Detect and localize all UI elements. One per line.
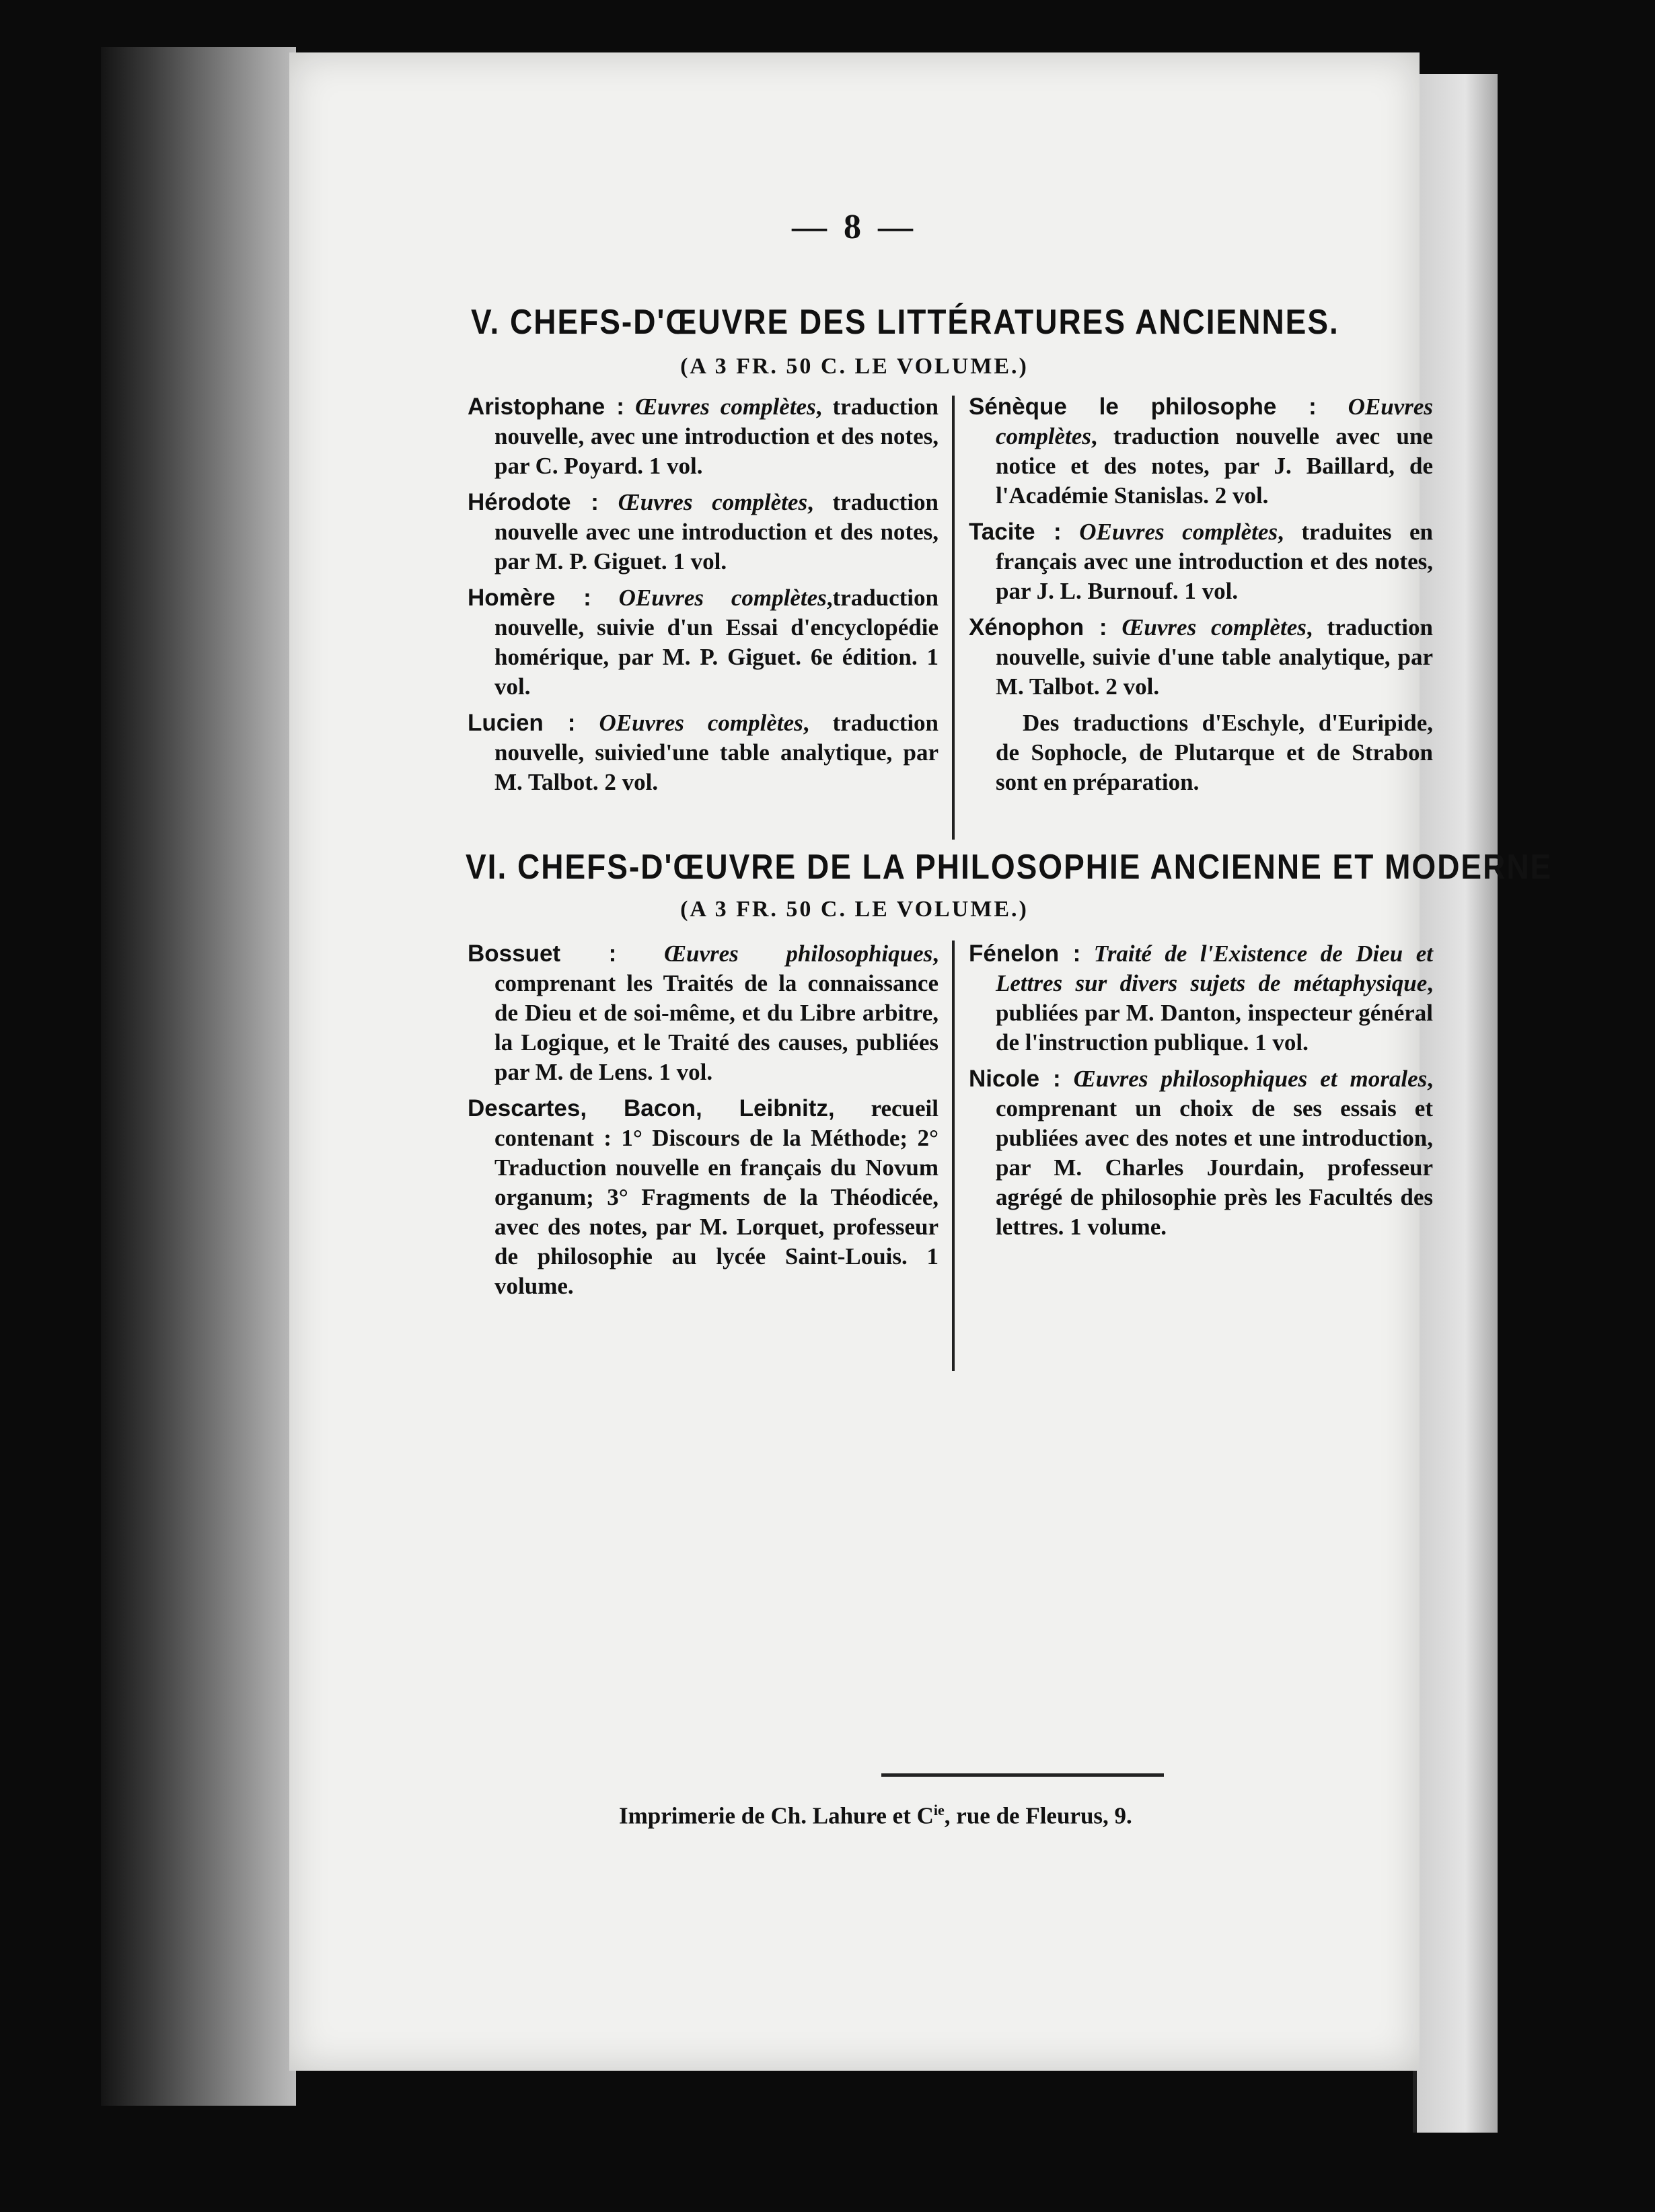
work-title: Œuvres philosophiques et morales	[1073, 1066, 1428, 1092]
author-name: Bossuet :	[468, 941, 617, 967]
section-5-title: V. CHEFS-D'ŒUVRE DES LITTÉRATURES ANCIENNES.	[471, 302, 1339, 342]
author-name: Homère :	[468, 585, 591, 611]
entry-description: , traduction nouvelle, suivie d'une table analytique, par M. Talbot. 2 vol.	[996, 614, 1433, 700]
author-name: Fénelon :	[969, 941, 1081, 967]
entry-description: , traduction nouvelle, suivied'une table analytique, par M. Talbot. 2 vol.	[494, 710, 939, 795]
author-name: Hérodote :	[468, 489, 599, 515]
entry-description: , traduction nouvelle avec une introduction et des notes, par M. P. Giguet. 1 vol.	[494, 489, 939, 575]
section-6-title: VI. CHEFS-D'ŒUVRE DE LA PHILOSOPHIE ANCIENNE ET MODERNE	[466, 847, 1553, 887]
author-name: Sénèque le philosophe :	[969, 394, 1317, 420]
catalog-entry	[468, 392, 939, 481]
catalog-entry	[468, 939, 939, 1087]
catalog-entry	[468, 708, 939, 797]
author-name: Xénophon :	[969, 614, 1107, 640]
catalog-entry	[468, 583, 939, 702]
entry-description: , traduction nouvelle, avec une introduction et des notes, par C. Poyard. 1 vol.	[494, 394, 939, 479]
entry-description: , comprenant un choix de ses essais et publiées avec des notes et une introduction, par M. Charles Jourdain, professeur agrégé de philosophie près les Facultés des lettres. 1 volume.	[996, 1066, 1434, 1240]
book-page	[289, 52, 1553, 2071]
book-binding-edge	[101, 47, 296, 2106]
author-name: Aristophane :	[468, 394, 624, 420]
catalog-entry	[969, 392, 1433, 511]
catalog-entry	[468, 488, 939, 577]
work-title: Œuvres complètes	[1121, 614, 1307, 640]
work-title: Œuvres complètes	[634, 394, 816, 420]
work-title: Œuvres complètes	[618, 489, 808, 515]
catalog-entry	[969, 517, 1433, 606]
catalog-entry	[969, 613, 1433, 702]
preparation-note: Des traductions d'Eschyle, d'Euripide, de Sophocle, de Plutarque et de Strabon sont en préparation.	[996, 710, 1433, 795]
imprint-text: Imprimerie de Ch. Lahure et C	[619, 1802, 934, 1829]
work-title: OEuvres complètes	[618, 585, 827, 611]
printer-imprint	[619, 1802, 1426, 1830]
imprint-address: , rue de Fleurus, 9.	[944, 1802, 1132, 1829]
section-5-price: (A 3 FR. 50 C. LE VOLUME.)	[680, 354, 1029, 379]
column-divider	[952, 396, 955, 840]
author-name: Lucien :	[468, 710, 576, 736]
entry-description: , traduction nouvelle avec une notice et des notes, par J. Baillard, de l'Académie Stanislas. 2 vol.	[996, 423, 1433, 509]
section-6-price: (A 3 FR. 50 C. LE VOLUME.)	[680, 897, 1029, 922]
entry-description: recueil contenant : 1° Discours de la Méthode; 2° Traduction nouvelle en français du Novum organum; 3° Fragments de la Théodicée, avec des notes, par M. Lorquet, professeur de philosophie au lycée Saint-Louis. 1 volume.	[494, 1095, 939, 1299]
imprint-superscript: ie	[933, 1802, 945, 1818]
work-title: Œuvres philosophiques	[663, 941, 933, 967]
section-5-left-column	[468, 392, 939, 804]
section-6-right-column	[969, 939, 1433, 1249]
work-title: OEuvres complètes	[599, 710, 803, 736]
author-name: Tacite :	[969, 519, 1062, 545]
work-title: OEuvres complètes	[1079, 519, 1278, 545]
entry-description: , comprenant les Traités de la connaissance de Dieu et de soi-même, et du Libre arbitre, la Logique, et le Traité des causes, publiées par M. de Lens. 1 vol.	[494, 941, 939, 1085]
imprint-rule	[881, 1773, 1164, 1777]
work-title: Traité de l'Existence de Dieu et Lettres sur divers sujets de métaphysique	[996, 941, 1433, 996]
section-6-left-column	[468, 939, 939, 1308]
entry-description: , traduites en français avec une introduction et des notes, par J. L. Burnouf. 1 vol.	[996, 519, 1434, 604]
entry-description: , publiées par M. Danton, inspecteur général de l'instruction publique. 1 vol.	[996, 970, 1433, 1056]
catalog-entry	[468, 1094, 939, 1301]
author-name: Descartes, Bacon, Leibnitz,	[468, 1095, 835, 1121]
column-divider	[952, 941, 955, 1371]
catalog-entry	[969, 1064, 1433, 1242]
catalog-entry	[969, 939, 1433, 1058]
entry-description: ,traduction nouvelle, suivie d'un Essai d'encyclopédie homérique, par M. P. Giguet. 6e édition. 1 vol.	[494, 585, 939, 700]
work-title: OEuvres complètes	[996, 394, 1433, 449]
page-number: — 8 —	[792, 208, 917, 246]
section-5-right-column	[969, 392, 1433, 804]
author-name: Nicole :	[969, 1066, 1061, 1092]
